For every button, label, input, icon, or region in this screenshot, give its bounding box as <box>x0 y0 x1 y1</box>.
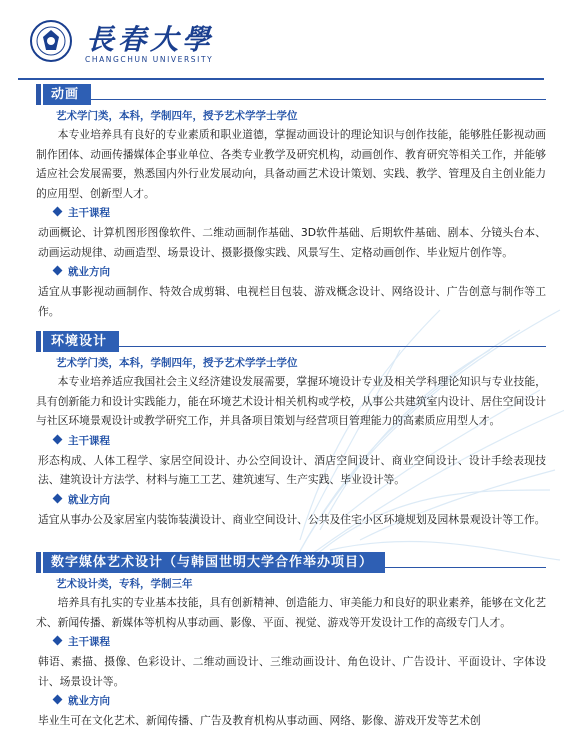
section-environment-design <box>36 331 546 529</box>
career-text: 毕业生可在文化艺术、新闻传播、广告及教育机构从事动画、网络、影像、游戏开发等艺术创 <box>38 714 481 727</box>
section-meta: 艺术学门类，本科，学制四年，授予艺术学学士学位 <box>56 357 298 369</box>
courses-text: 韩语、素描、摄像、色彩设计、二维动画设计、三维动画设计、角色设计、广告设计、平面设计、字体设计、场景设计等。 <box>38 655 546 688</box>
section-heading-bar <box>36 84 546 105</box>
courses-heading: 主干课程 <box>54 433 546 450</box>
page-header <box>12 8 552 70</box>
university-name-en: CHANGCHUN UNIVERSITY <box>85 55 214 64</box>
career-text: 适宜从事办公及家居室内装饰装潢设计、商业空间设计、公共及住宅小区环境规划及园林景观设计等工作。 <box>38 512 546 526</box>
diamond-bullet-icon <box>53 636 63 646</box>
section-intro: 本专业培养具有良好的专业素质和职业道德，掌握动画设计的理论知识与创作技能，能够胜任影视动画制作团体、动画传播媒体企事业单位、各类专业教学及研究机构，动画创作、教育研究等相关工作，并能够适应社会发展需要，熟悉国内外行业发展动向，具备动画艺术设计策划、实践、教学、管理及自主创业能力的应用型、创新型人才。 <box>36 128 546 200</box>
header-divider <box>18 78 544 80</box>
career-text: 适宜从事影视动画制作、特效合成剪辑、电视栏目包装、游戏概念设计、网络设计、广告创意与制作等工作。 <box>38 285 546 318</box>
section-animation <box>36 84 546 321</box>
courses-text: 动画概论、计算机图形图像软件、二维动画制作基础、3D软件基础、后期软件基础、剧本、分镜头台本、动画运动规律、动画造型、场景设计、摄影摄像实践、风景写生、定格动画创作、毕业短片创作等。 <box>38 226 546 259</box>
section-intro: 本专业培养适应我国社会主义经济建设发展需要，掌握环境设计专业及相关学科理论知识与专业技能，具有创新能力和设计实践能力，能在环境艺术设计相关机构或学校，从事公共建筑室内设计、居住空间设计与社区环境景观设计或教学研究工作，并具备项目策划与经营项目管理能力的高素质应用型人才。 <box>36 375 546 427</box>
section-title: 环境设计 <box>43 331 119 352</box>
courses-heading: 主干课程 <box>54 205 546 222</box>
diamond-bullet-icon <box>53 493 63 503</box>
section-heading-bar <box>36 331 546 352</box>
courses-heading: 主干课程 <box>54 634 546 651</box>
section-title: 动画 <box>43 84 91 105</box>
courses-text: 形态构成、人体工程学、家居空间设计、办公空间设计、酒店空间设计、商业空间设计、设计手绘表现技法、建筑设计方法学、材料与施工工艺、建筑速写、生产实践、毕业设计等。 <box>38 453 546 486</box>
career-heading: 就业方向 <box>54 264 546 281</box>
section-title: 数字媒体艺术设计（与韩国世明大学合作举办项目） <box>43 552 385 573</box>
diamond-bullet-icon <box>53 695 63 705</box>
university-seal-icon <box>30 20 72 62</box>
section-heading-bar <box>36 552 546 573</box>
university-name-cn: 長春大學 <box>86 23 215 56</box>
section-intro: 培养具有扎实的专业基本技能，具有创新精神、创造能力、审美能力和良好的职业素养，能够在文化艺术、新闻传播、新媒体等机构从事动画、影像、平面、视觉、游戏等开发设计工作的高级专门人才。 <box>36 596 546 629</box>
diamond-bullet-icon <box>53 434 63 444</box>
career-heading: 就业方向 <box>54 693 546 710</box>
section-meta: 艺术学门类，本科，学制四年，授予艺术学学士学位 <box>56 110 298 122</box>
career-heading: 就业方向 <box>54 492 546 509</box>
section-digital-media-art <box>36 552 546 731</box>
diamond-bullet-icon <box>53 266 63 276</box>
diamond-bullet-icon <box>53 207 63 217</box>
section-meta: 艺术设计类，专科，学制三年 <box>56 578 193 590</box>
